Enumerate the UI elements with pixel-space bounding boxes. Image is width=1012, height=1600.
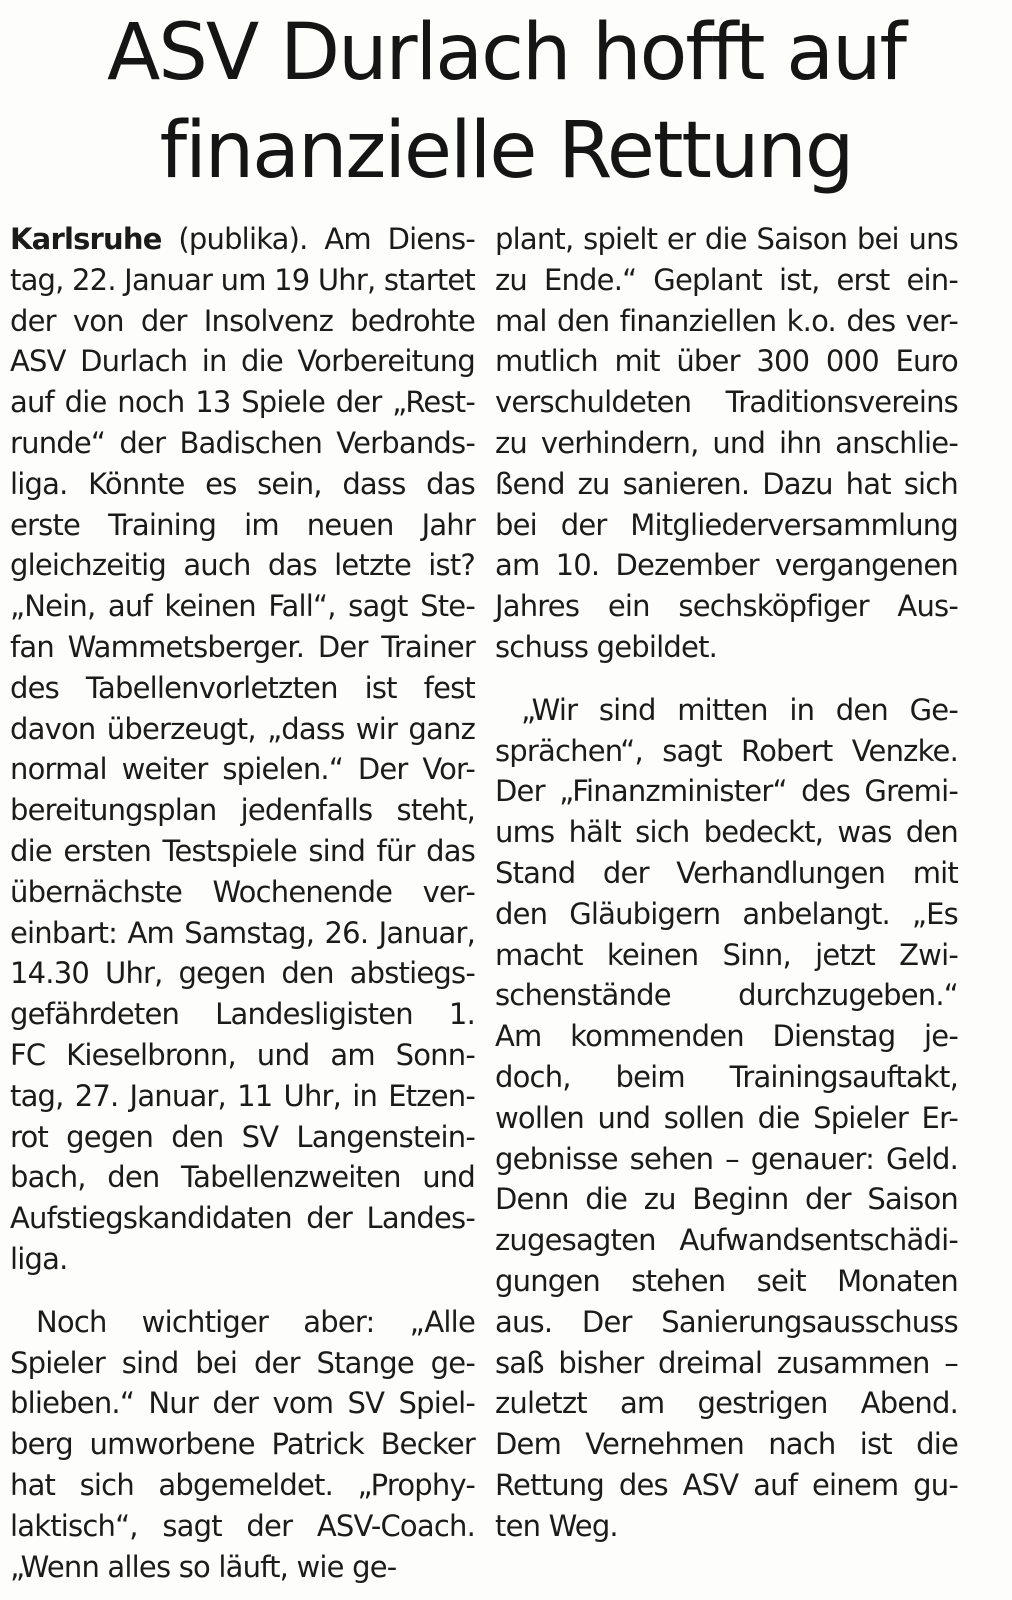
article-line-text: (publika). Am Diens- (161, 222, 475, 256)
article-column-left (10, 219, 475, 1587)
article-line: saß bisher dreimal zusammen – (495, 1345, 958, 1380)
article-line: zugesagten Aufwandsentschädi- (495, 1223, 958, 1258)
article-line: hat sich abgemeldet. „Prophy- (10, 1467, 475, 1502)
article-line: davon überzeugt, „dass wir ganz (10, 711, 475, 746)
article-line: ASV Durlach in die Vorbereitung (10, 344, 475, 379)
article-line: übernächste Wochenende ver- (10, 874, 475, 909)
article-line: plant, spielt er die Saison bei uns (495, 222, 958, 256)
article-line: Am kommenden Dienstag je- (495, 1019, 958, 1054)
article-line: Denn die zu Beginn der Saison (495, 1182, 958, 1217)
article-line: ums hält sich bedeckt, was den (495, 815, 958, 850)
article-line: Stand der Verhandlungen mit (495, 855, 958, 890)
article-line: erste Training im neuen Jahr (10, 507, 475, 542)
article-line: gleichzeitig auch das letzte ist? (10, 548, 475, 583)
article-paragraph (495, 690, 958, 1547)
article-line: macht keinen Sinn, jetzt Zwi- (495, 937, 958, 972)
article-line: am 10. Dezember vergangenen (495, 548, 958, 583)
article-column-right (495, 219, 958, 1547)
article-line: Aufstiegskandidaten der Landes- (10, 1201, 475, 1236)
article-line: schenstände durchzugeben.“ (495, 978, 958, 1013)
headline-line: ASV Durlach hofft auf (107, 8, 905, 98)
article-line: Dem Vernehmen nach ist die (495, 1427, 958, 1462)
article-line: laktisch“, sagt der ASV-Coach. (10, 1508, 475, 1543)
article-line: runde“ der Badischen Verbands- (10, 425, 475, 460)
article-line: zu verhindern, und ihn anschlie- (495, 425, 958, 460)
article-line: mutlich mit über 300 000 Euro (495, 344, 958, 379)
article-line: tag, 22. Januar um 19 Uhr, startet (10, 262, 475, 297)
article-line: Jahres ein sechsköpfiger Aus- (495, 589, 958, 624)
article-line: aus. Der Sanierungsausschuss (495, 1304, 958, 1339)
article-line: der von der Insolvenz bedrohte (10, 303, 475, 338)
headline-line: finanzielle Rettung (159, 106, 853, 196)
article-line: des Tabellenvorletzten ist fest (10, 670, 475, 705)
article-line: zuletzt am gestrigen Abend. (495, 1386, 958, 1421)
article-line: gungen stehen seit Monaten (495, 1263, 958, 1298)
article-paragraph (10, 1302, 475, 1588)
article-line: Der „Finanzminister“ des Gremi- (495, 774, 958, 809)
article-line: einbart: Am Samstag, 26. Januar, (10, 915, 475, 950)
article-line: wollen und sollen die Spieler Er- (495, 1100, 958, 1135)
paragraph-gap (10, 1280, 475, 1302)
article-line: gebnisse sehen – genauer: Geld. (495, 1141, 958, 1176)
article-line (10, 219, 475, 260)
article-line: bach, den Tabellenzweiten und (10, 1160, 475, 1195)
article-headline (20, 4, 992, 200)
article-line: den Gläubigern anbelangt. „Es (495, 896, 958, 931)
article-line: doch, beim Trainingsauftakt, (495, 1059, 958, 1094)
article-line: liga. (10, 1241, 68, 1276)
article-line: verschuldeten Traditionsvereins (495, 385, 958, 420)
article-paragraph (495, 219, 958, 668)
article-line: gefährdeten Landesligisten 1. (10, 997, 475, 1032)
article-line: FC Kieselbronn, und am Sonn- (10, 1037, 475, 1072)
article-line: „Wenn alles so läuft, wie ge- (10, 1549, 397, 1584)
article-line: tag, 27. Januar, 11 Uhr, in Etzen- (10, 1078, 475, 1113)
article-line: schuss gebildet. (495, 629, 718, 664)
paragraph-gap (495, 668, 958, 690)
article-line: bei der Mitgliederversammlung (495, 507, 958, 542)
article-line: berg umworbene Patrick Becker (10, 1427, 475, 1462)
article-line: 14.30 Uhr, gegen den abstiegs- (10, 956, 475, 991)
article-line: rot gegen den SV Langenstein- (10, 1119, 475, 1154)
article-line: Noch wichtiger aber: „Alle (36, 1304, 475, 1339)
article-line: „Nein, auf keinen Fall“, sagt Ste- (10, 589, 475, 624)
article-line: Spieler sind bei der Stange ge- (10, 1345, 475, 1380)
article-line: zu Ende.“ Geplant ist, erst ein- (495, 262, 958, 297)
article-line: bereitungsplan jedenfalls steht, (10, 793, 475, 828)
article-line: sprächen“, sagt Robert Venzke. (495, 733, 958, 768)
article-line: ten Weg. (495, 1508, 618, 1543)
article-line: Rettung des ASV auf einem gu- (495, 1467, 958, 1502)
article-line: mal den finanziellen k.o. des ver- (495, 303, 958, 338)
article-line: „Wir sind mitten in den Ge- (521, 692, 958, 727)
article-line: fan Wammetsberger. Der Trainer (10, 629, 475, 664)
dateline: Karlsruhe (10, 222, 162, 256)
article-line: normal weiter spielen.“ Der Vor- (10, 752, 475, 787)
article-line: liga. Könnte es sein, dass das (10, 466, 475, 501)
article-line: blieben.“ Nur der vom SV Spiel- (10, 1386, 475, 1421)
article-line: auf die noch 13 Spiele der „Rest- (10, 385, 475, 420)
article-paragraph (10, 219, 475, 1280)
article-line: die ersten Testspiele sind für das (10, 833, 475, 868)
article-line: ßend zu sanieren. Dazu hat sich (495, 466, 958, 501)
